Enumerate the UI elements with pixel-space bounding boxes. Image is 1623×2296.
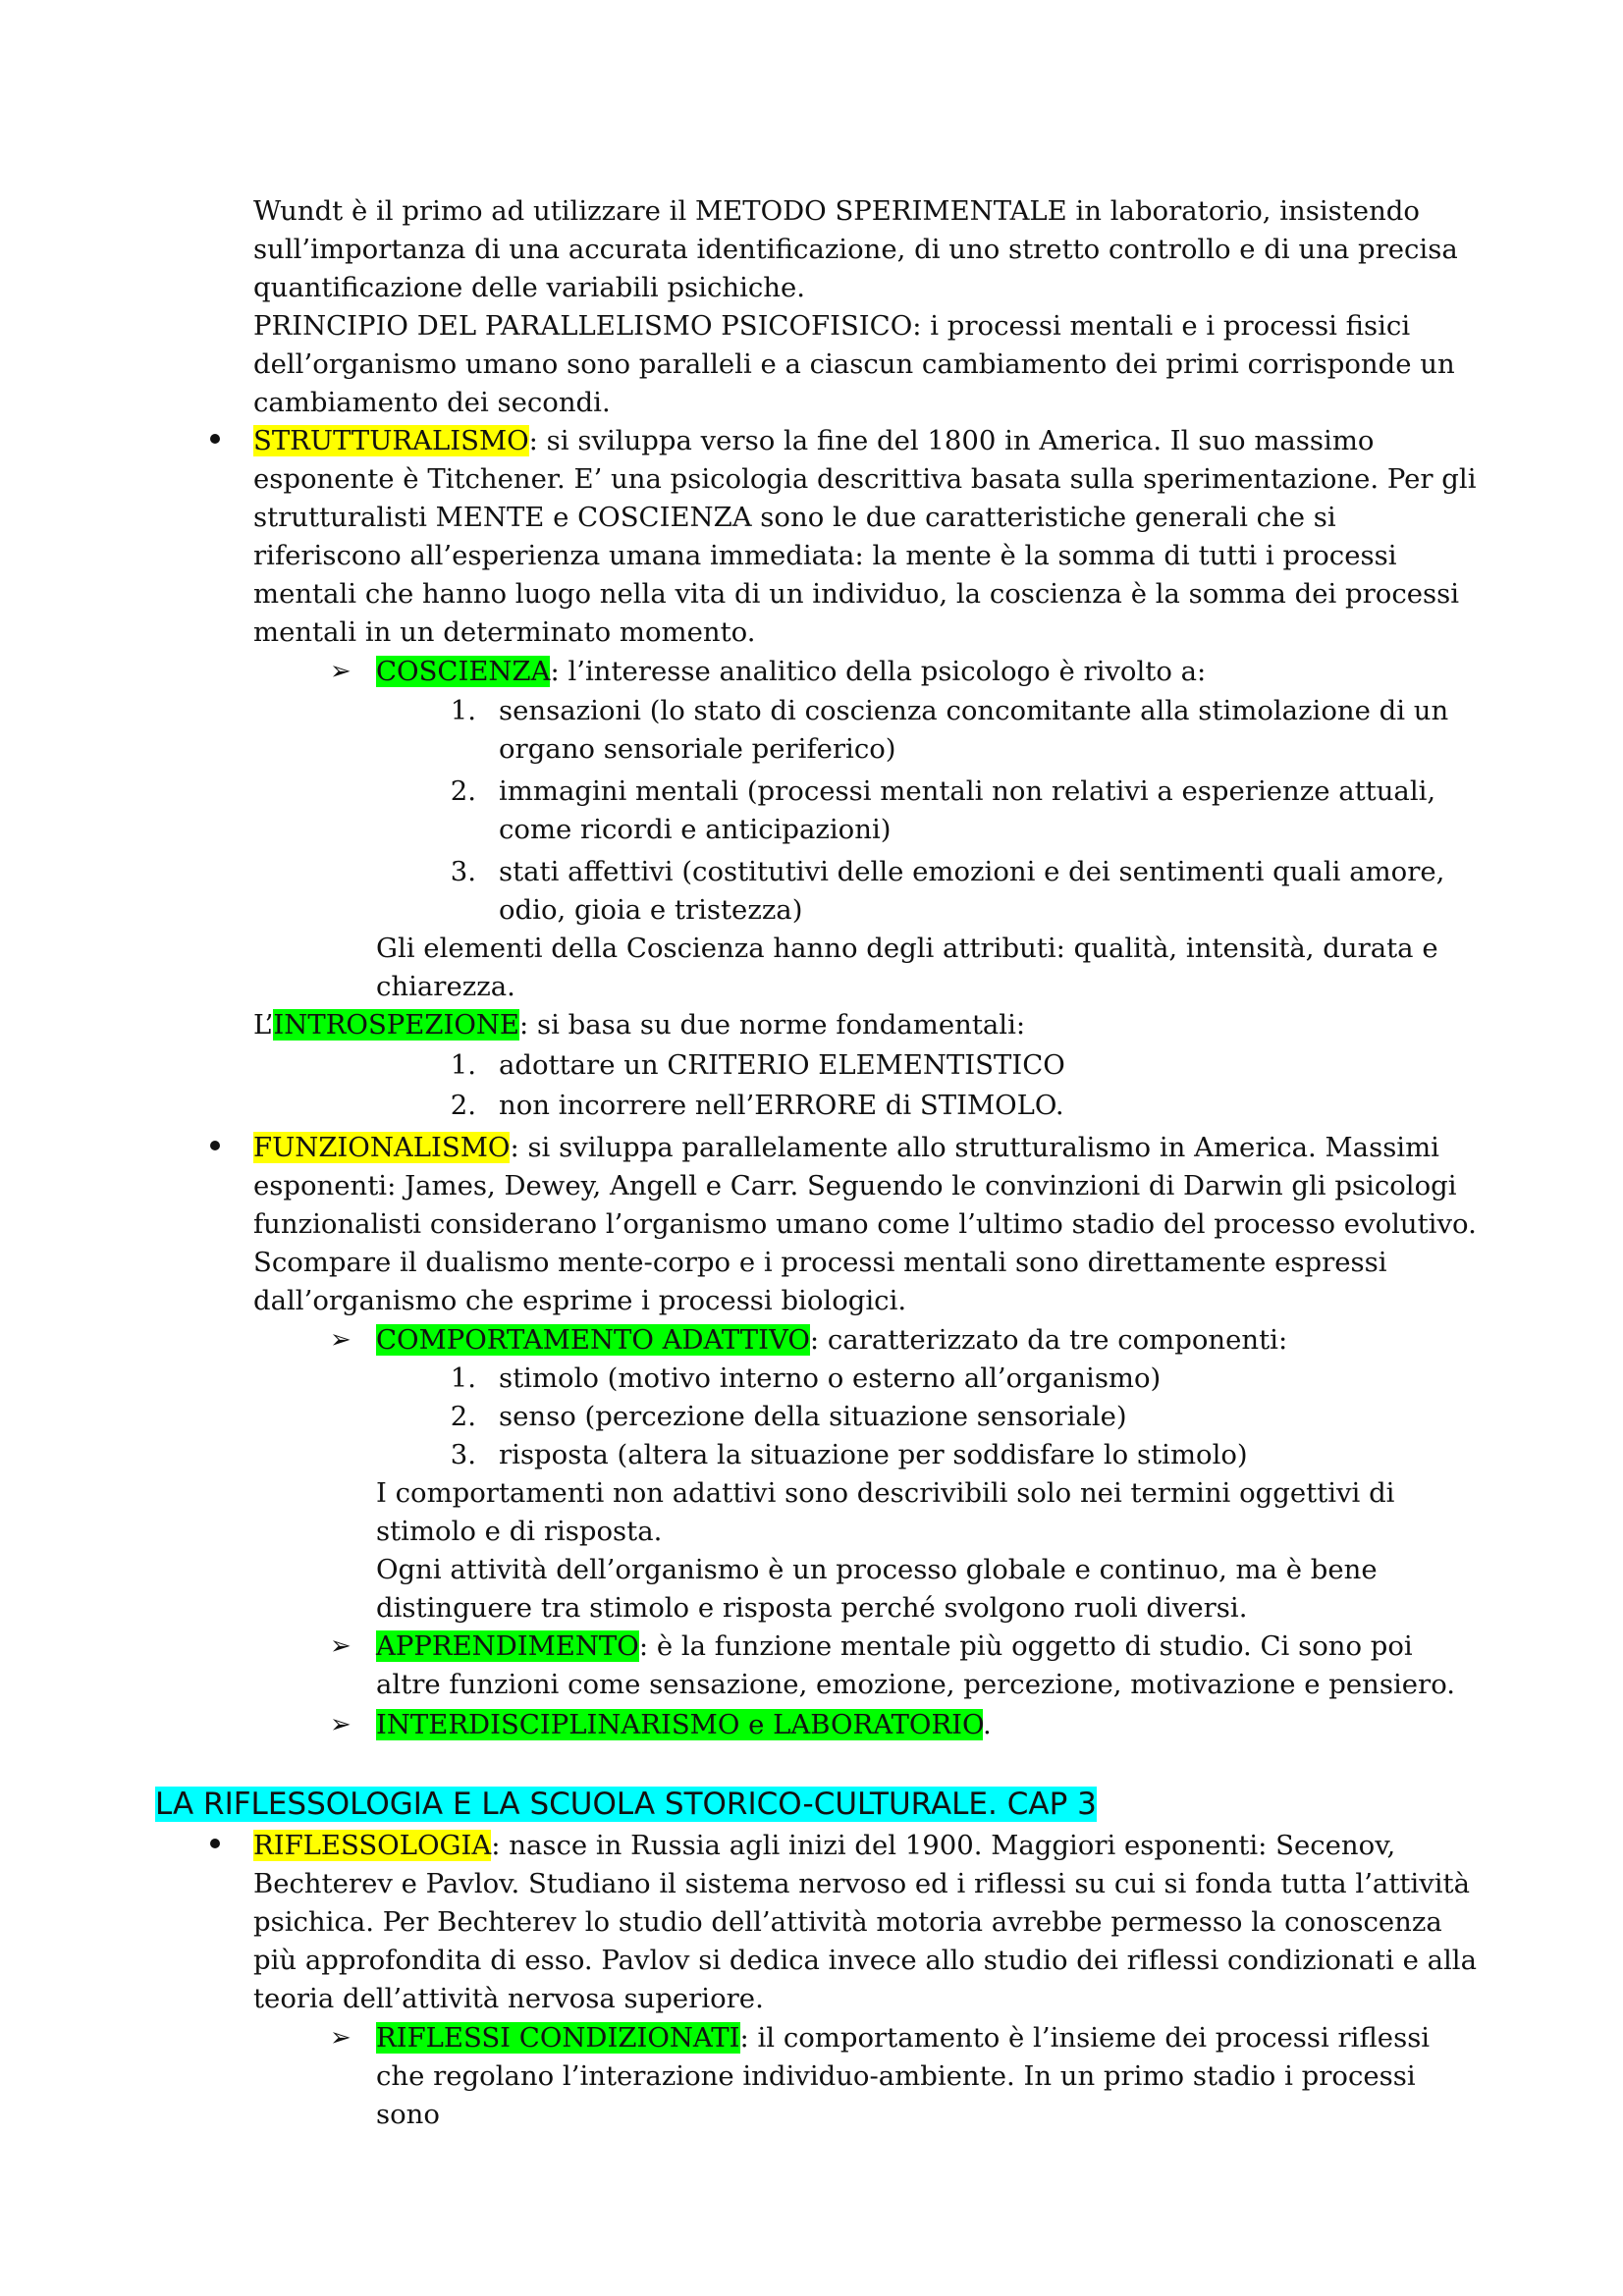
adattivo-item-3: risposta (altera la situazione per soddisfare lo stimolo) — [499, 1439, 1248, 1470]
list-number: 3. — [450, 856, 476, 887]
adattivo-after-2: Ogni attività dell’organismo è un processo globale e continuo, ma è bene distinguere tra stimolo e risposta perché svolgono ruoli diversi. — [376, 1554, 1378, 1624]
apprendimento-text: : è la funzione mentale più oggetto di studio. Ci sono poi altre funzioni come sensazione, emozione, percezione, motivazione e pensiero. — [376, 1630, 1456, 1700]
section-heading — [155, 1785, 1097, 1824]
coscienza-item-2: immagini mentali (processi mentali non relativi a esperienze attuali, come ricordi e anticipazioni) — [499, 775, 1436, 845]
bullet-icon — [210, 434, 220, 444]
list-number: 1. — [450, 1362, 476, 1394]
interdisciplinarismo-term: INTERDISCIPLINARISMO e LABORATORIO — [376, 1709, 983, 1740]
list-number: 2. — [450, 1401, 476, 1432]
condizionati-term: RIFLESSI CONDIZIONATI — [376, 2022, 740, 2054]
intro-paragraph-1: Wundt è il primo ad utilizzare il METODO SPERIMENTALE in laboratorio, insistendo sull’importanza di una accurata identificazione, di uno stretto controllo e di una precisa quantificazione delle variabili psichiche. — [253, 195, 1458, 303]
funzionalismo-term: FUNZIONALISMO — [253, 1132, 511, 1163]
coscienza-term: COSCIENZA — [376, 656, 551, 687]
strutturalismo-text: : si sviluppa verso la fine del 1800 in America. Il suo massimo esponente è Titchener. E’ una psicologia descrittiva basata sulla sperimentazione. Per gli strutturalisti MENTE e COSCIENZA sono le due caratteristiche generali che si riferiscono all’esperienza umana immediata: la mente è la somma di tutti i processi mentali che hanno luogo nella vita di un individuo, la coscienza è la somma dei processi mentali in un determinato momento. — [253, 425, 1477, 648]
section-heading-text: LA RIFLESSOLOGIA E LA SCUOLA STORICO-CULTURALE. CAP 3 — [155, 1787, 1097, 1822]
intro-paragraph-2: PRINCIPIO DEL PARALLELISMO PSICOFISICO: i processi mentali e i processi fisici dell’organismo umano sono paralleli e a ciascun cambiamento dei primi corrisponde un cambiamento dei secondi. — [253, 310, 1455, 418]
bullet-icon — [210, 1141, 220, 1150]
list-number: 3. — [450, 1439, 476, 1470]
riflessologia-term: RIFLESSOLOGIA — [253, 1830, 492, 1861]
condizionati-paragraph — [376, 2019, 1476, 2134]
coscienza-text: : l’interesse analitico della psicologo è rivolto a: — [550, 656, 1207, 687]
list-number: 2. — [450, 1090, 476, 1121]
coscienza-attributes: Gli elementi della Coscienza hanno degli attributi: qualità, intensità, durata e chiarezza. — [376, 933, 1438, 1002]
bullet-icon — [210, 1839, 220, 1848]
condizionati-text: : il comportamento è l’insieme dei processi riflessi che regolano l’interazione individuo-ambiente. In un primo stadio i processi sono — [376, 2022, 1431, 2130]
introspezione-term: INTROSPEZIONE — [273, 1009, 520, 1041]
introspezione-item-2: non incorrere nell’ERRORE di STIMOLO. — [499, 1090, 1064, 1121]
list-number: 2. — [450, 775, 476, 807]
apprendimento-paragraph — [376, 1628, 1476, 1704]
strutturalismo-paragraph — [253, 422, 1481, 652]
arrow-bullet-icon: ➢ — [330, 1710, 352, 1739]
introspezione-paragraph — [253, 1006, 1481, 1044]
list-number: 1. — [450, 695, 476, 726]
introspezione-item-1: adottare un CRITERIO ELEMENTISTICO — [499, 1049, 1065, 1081]
list-number: 1. — [450, 1049, 476, 1081]
strutturalismo-term: STRUTTURALISMO — [253, 425, 529, 456]
coscienza-item-3: stati affettivi (costitutivi delle emozioni e dei sentimenti quali amore, odio, gioia e tristezza) — [499, 856, 1445, 926]
funzionalismo-paragraph — [253, 1129, 1481, 1320]
funzionalismo-text: : si sviluppa parallelamente allo strutturalismo in America. Massimi esponenti: James, Dewey, Angell e Carr. Seguendo le convinzioni di Darwin gli psicologi funzionalisti considerano l’organismo umano come l’ultimo stadio del processo evolutivo. Scompare il dualismo mente-corpo e i processi mentali sono direttamente espressi dall’organismo che esprime i processi biologici. — [253, 1132, 1477, 1316]
introspezione-text: : si basa su due norme fondamentali: — [519, 1009, 1026, 1041]
introspezione-prefix: L’ — [253, 1009, 274, 1041]
coscienza-paragraph — [376, 653, 1476, 691]
riflessologia-text: : nasce in Russia agli inizi del 1900. Maggiori esponenti: Secenov, Bechterev e Pavlov. Studiano il sistema nervoso ed i riflessi su cui si fonda tutta l’attività psichica. Per Bechterev lo studio dell’attività motoria avrebbe permesso la conoscenza più approfondita di esso. Pavlov si dedica invece allo studio dei riflessi condizionati e alla teoria dell’attività nervosa superiore. — [253, 1830, 1477, 2014]
adattivo-paragraph — [376, 1321, 1476, 1360]
arrow-bullet-icon: ➢ — [330, 657, 352, 686]
adattivo-item-1: stimolo (motivo interno o esterno all’organismo) — [499, 1362, 1162, 1394]
apprendimento-term: APPRENDIMENTO — [376, 1630, 639, 1662]
interdisciplinarismo-paragraph — [376, 1706, 1476, 1744]
riflessologia-paragraph — [253, 1827, 1481, 2018]
interdisciplinarismo-text: . — [982, 1709, 992, 1740]
adattivo-term: COMPORTAMENTO ADATTIVO — [376, 1324, 810, 1356]
arrow-bullet-icon: ➢ — [330, 2023, 352, 2053]
coscienza-item-1: sensazioni (lo stato di coscienza concomitante alla stimolazione di un organo sensoriale periferico) — [499, 695, 1449, 765]
adattivo-item-2: senso (percezione della situazione sensoriale) — [499, 1401, 1127, 1432]
arrow-bullet-icon: ➢ — [330, 1325, 352, 1355]
adattivo-text: : caratterizzato da tre componenti: — [809, 1324, 1288, 1356]
arrow-bullet-icon: ➢ — [330, 1631, 352, 1661]
adattivo-after-1: I comportamenti non adattivi sono descrivibili solo nei termini oggettivi di stimolo e di risposta. — [376, 1477, 1395, 1547]
